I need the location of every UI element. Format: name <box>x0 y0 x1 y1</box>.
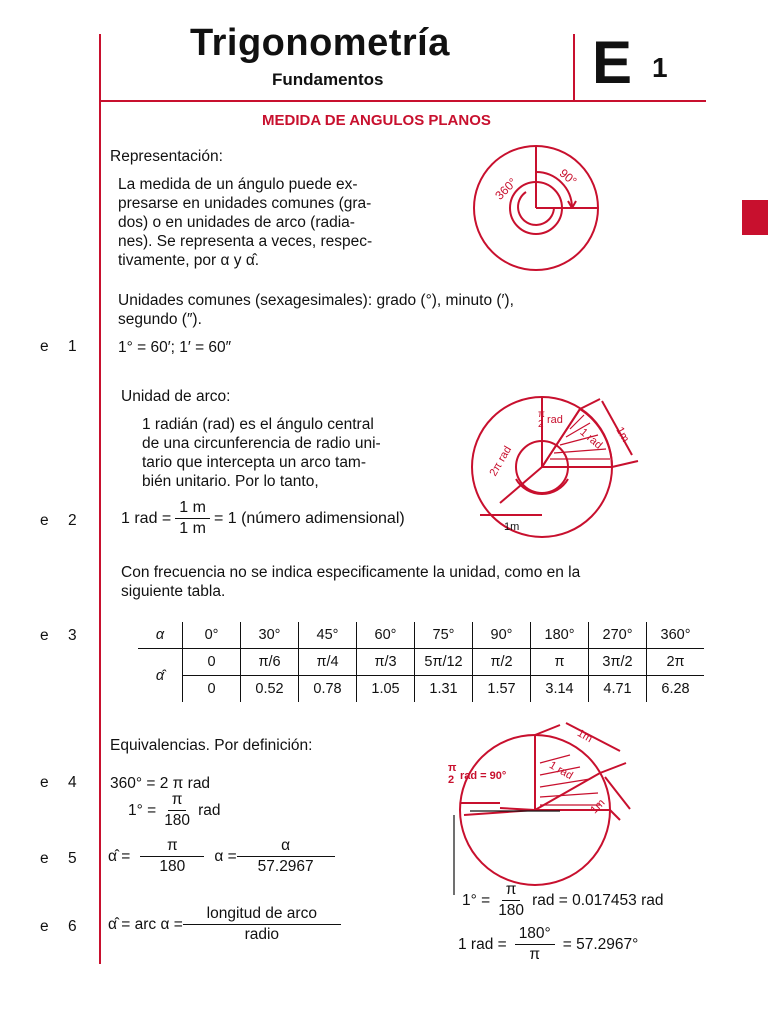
table-cell: 5π/12 <box>415 649 473 676</box>
text-line: presarse en unidades comunes (gra- <box>118 195 372 212</box>
section-code-number: 1 <box>652 52 668 83</box>
table-cell: 1.31 <box>415 676 473 703</box>
fraction-denominator: 1 m <box>179 520 206 537</box>
label-1rad: 1 rad <box>547 759 575 783</box>
label-1rad: 1 rad <box>577 426 605 452</box>
unidad-arco-heading: Unidad de arco: <box>121 388 231 405</box>
table-cell: 0° <box>183 622 241 649</box>
fraction-numerator: longitud de arco <box>183 904 341 925</box>
table-cell: 0 <box>183 676 241 703</box>
label-pi2-rad: rad <box>547 414 563 426</box>
ref-number: 4 <box>68 774 77 791</box>
fraction <box>160 790 194 831</box>
header-divider <box>573 34 575 101</box>
e4-line2 <box>128 790 220 831</box>
ref-number: 6 <box>68 918 77 935</box>
formula-text: rad = 0.017453 rad <box>532 892 664 909</box>
label-90: 90° <box>556 165 580 189</box>
e6-formula <box>108 904 341 945</box>
e4-line1: 360° = 2 π rad <box>110 775 211 792</box>
ref-letter: e <box>40 627 49 644</box>
table-cell: 3.14 <box>531 676 589 703</box>
table-cell: π/4 <box>299 649 357 676</box>
table-cell: 180° <box>531 622 589 649</box>
fraction-numerator: 1 m <box>175 498 210 519</box>
text-line: tivamente, por α y α̂. <box>118 252 260 269</box>
e2-formula <box>121 498 405 539</box>
ref-number: 3 <box>68 627 77 644</box>
text-line: 1 radián (rad) es el ángulo central <box>142 416 374 433</box>
formula-text: α = <box>214 848 237 865</box>
text-line: Unidades comunes (sexagesimales): grado (°), minuto (′), <box>118 292 514 309</box>
page-subtitle: Fundamentos <box>272 70 384 89</box>
fraction <box>241 836 331 877</box>
label-pi-num: π <box>538 409 545 420</box>
ref-letter: e <box>40 850 49 867</box>
table-cell: 3π/2 <box>589 649 647 676</box>
e5-formula <box>108 836 335 877</box>
text-line: de una circunferencia de radio uni- <box>142 435 381 452</box>
table-cell: 360° <box>647 622 705 649</box>
table-cell: 0.52 <box>241 676 299 703</box>
e1-formula: 1° = 60′; 1′ = 60″ <box>118 339 232 356</box>
fraction <box>494 880 528 921</box>
representacion-heading: Representación: <box>110 148 223 165</box>
table-header-alpha: α <box>138 622 183 649</box>
table-header-alpha-hat: α̂ <box>155 667 165 684</box>
label-2pi-rad: 2π rad <box>487 444 515 479</box>
text-line: segundo (″). <box>118 311 202 328</box>
label-pi-den: 2 <box>538 419 544 430</box>
equivalencias-heading: Equivalencias. Por definición: <box>110 737 313 754</box>
fraction <box>175 498 210 539</box>
text-line: siguiente tabla. <box>121 583 226 600</box>
angle-table <box>138 622 704 702</box>
fraction-denominator: radio <box>244 926 280 943</box>
margin-rule <box>99 34 101 964</box>
table-cell: 60° <box>357 622 415 649</box>
table-cell: 4.71 <box>589 676 647 703</box>
fraction <box>187 904 337 945</box>
ref-number: 2 <box>68 512 77 529</box>
equivalence-figure <box>440 715 640 905</box>
table-cell: 90° <box>473 622 531 649</box>
ref-letter: e <box>40 918 49 935</box>
ref-letter: e <box>40 338 49 355</box>
radian-figure <box>470 395 640 545</box>
text-line: nes). Se representa a veces, respec- <box>118 233 373 250</box>
fraction-numerator: π <box>168 790 187 811</box>
text-line: tario que intercepta un arco tam- <box>142 454 367 471</box>
table-cell: 0.78 <box>299 676 357 703</box>
fraction-denominator: 57.2967 <box>257 858 314 875</box>
formula-text: = 57.2967° <box>562 936 639 953</box>
thumb-index-tab <box>742 200 768 235</box>
formula-text: 1° = <box>128 802 157 819</box>
ref-number: 1 <box>68 338 77 355</box>
label-360: 360° <box>492 175 520 203</box>
section-title: MEDIDA DE ANGULOS PLANOS <box>262 112 491 129</box>
formula-text: α̂ = <box>108 848 131 865</box>
formula-text: 1° = <box>462 892 491 909</box>
formula-text: = 1 (número adimensional) <box>213 510 405 527</box>
fraction-numerator: 180° <box>515 924 555 945</box>
fraction-denominator: 180 <box>498 902 525 919</box>
table-cell: 30° <box>241 622 299 649</box>
text-line: dos) o en unidades de arco (radia- <box>118 214 355 231</box>
table-cell: π/2 <box>473 649 531 676</box>
formula-text: 1 rad = <box>121 510 172 527</box>
one-radian-formula <box>458 924 638 965</box>
representacion-text <box>118 175 448 270</box>
header-rule <box>99 100 706 102</box>
fraction <box>144 836 200 877</box>
text-line: Con frecuencia no se indica especificamente la unidad, como en la <box>121 564 581 581</box>
unidades-comunes-text <box>118 291 718 329</box>
table-cell: 75° <box>415 622 473 649</box>
fraction-numerator: α <box>237 836 335 857</box>
label-pi-num: π <box>448 762 457 774</box>
fraction <box>515 924 555 965</box>
table-cell: 6.28 <box>647 676 705 703</box>
fraction-denominator: 180 <box>159 858 186 875</box>
frecuencia-text <box>121 563 721 601</box>
table-cell: 2π <box>647 649 705 676</box>
label-1m-top: 1m <box>575 727 595 746</box>
page-title: Trigonometría <box>190 22 450 64</box>
fraction-numerator: π <box>140 836 204 857</box>
label-1m-arc: 1m <box>613 425 632 445</box>
table-cell: 0 <box>183 649 241 676</box>
label-1m-side: 1m <box>588 796 608 817</box>
table-cell: 45° <box>299 622 357 649</box>
unidad-arco-text <box>142 415 462 491</box>
table-cell: 1.57 <box>473 676 531 703</box>
section-code-letter: E <box>592 29 633 96</box>
ref-letter: e <box>40 774 49 791</box>
angle-representation-figure <box>466 140 608 282</box>
table-cell: 270° <box>589 622 647 649</box>
formula-text: 1 rad = <box>458 936 507 953</box>
label-pi-den: 2 <box>448 774 455 786</box>
text-line: La medida de un ángulo puede ex- <box>118 176 358 193</box>
ref-letter: e <box>40 512 49 529</box>
fraction-denominator: 180 <box>164 812 191 829</box>
fraction-numerator: π <box>502 880 521 901</box>
table-cell: π/6 <box>241 649 299 676</box>
text-line: bién unitario. Por lo tanto, <box>142 473 319 490</box>
label-1m-radius: 1m <box>504 521 520 533</box>
formula-text: α̂ = arc α = <box>108 916 183 933</box>
label-rad-90: rad = 90° <box>460 770 507 782</box>
table-cell: π/3 <box>357 649 415 676</box>
fraction-denominator: π <box>529 946 541 963</box>
table-cell: 1.05 <box>357 676 415 703</box>
formula-text: rad <box>198 802 221 819</box>
one-degree-formula <box>462 880 664 921</box>
ref-number: 5 <box>68 850 77 867</box>
table-cell: π <box>531 649 589 676</box>
